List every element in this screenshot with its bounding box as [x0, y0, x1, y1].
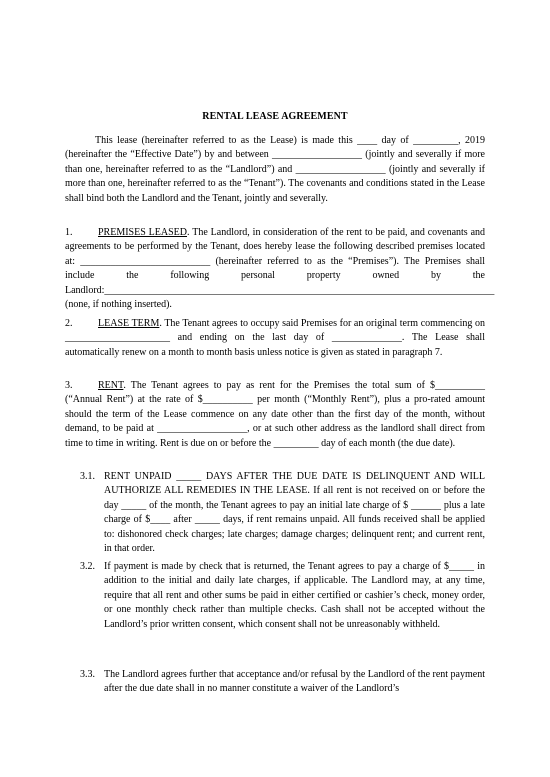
subsection-3-2 — [80, 560, 485, 632]
section-rent — [65, 379, 485, 451]
section-text: . The Tenant agrees to occupy said Premises for an original term commencing on _____________________ and ending on the last day of ______________. The Lease shall automatically renew on a month to month basis unless notice is given as stated in paragraph 7. — [65, 318, 485, 358]
section-number: 2. — [65, 318, 73, 329]
section-heading: RENT — [98, 380, 124, 391]
subsection-3-1 — [80, 470, 485, 556]
section-text: . The Tenant agrees to pay as rent for the Premises the total sum of $__________ (“Annual Rent”) at the rate of $__________ per month (“Monthly Rent”), plus a pro-rated amount should the term of the Lease commence on any date other than the first day of the month, without demand, to be paid at __________________, or at such other address as the landlord shall direct from time to time in writing. Rent is due on or before the _________ day of each month (the due date). — [65, 380, 485, 449]
subsection-number: 3.2. — [80, 561, 95, 572]
subsection-number: 3.3. — [80, 669, 95, 680]
subsection-number: 3.1. — [80, 471, 95, 482]
subsection-text: RENT UNPAID _____ DAYS AFTER THE DUE DATE IS DELINQUENT AND WILL AUTHORIZE ALL REMEDIES IN THE LEASE. If all rent is not received on or before the day _____ of the month, the Tenant agrees to pay an initial late charge of $ ______ plus a late charge of $____ after _____ days, if rent remains unpaid. All funds received shall be applied to: dishonored check charges; late charges; damage charges; delinquent rent; and current rent, in that order. — [104, 471, 485, 555]
section-heading: PREMISES LEASED — [98, 227, 188, 238]
subsection-text: If payment is made by check that is returned, the Tenant agrees to pay a charge of $_____ in addition to the initial and daily late charges, if applicable. The Landlord may, at any time, require that all rent and other sums be paid in either certified or cashier’s check, money order, or one monthly check rather than multiple checks. Cash shall not be accepted without the Landlord’s prior written consent, which consent shall not be unreasonably withheld. — [104, 561, 485, 630]
section-number: 3. — [65, 380, 73, 391]
section-heading: LEASE TERM — [98, 318, 160, 329]
subsection-text: The Landlord agrees further that acceptance and/or refusal by the Landlord of the rent payment after the due date shall in no manner constitute a waiver of the Landlord’s — [104, 669, 485, 695]
section-premises-leased — [65, 226, 495, 312]
intro-paragraph: This lease (hereinafter referred to as the Lease) is made this ____ day of _________, 2019 (hereinafter the “Effective Date”) by and between __________________ (jointly and severally if more than one, hereinafter referred to as the “Landlord”) and __________________ (jointly and severally if more than one, hereinafter referred to as the “Tenant”). The covenants and conditions stated in the Lease shall bind both the Landlord and the Tenant, jointly and severally. — [65, 135, 485, 204]
document-title: RENTAL LEASE AGREEMENT — [202, 111, 348, 122]
section-number: 1. — [65, 227, 73, 238]
section-lease-term — [65, 317, 485, 360]
subsection-3-3 — [80, 668, 485, 697]
section-text: . The Landlord, in consideration of the rent to be paid, and covenants and agreements to be performed by the Tenant, does hereby lease the following described premises located at: __________________________ (hereinafter referred to as the “Premises”). The Premises shall include the following personal property owned by the Landlord:______________________________________________________________________________ (none, if nothing inserted). — [65, 227, 495, 311]
